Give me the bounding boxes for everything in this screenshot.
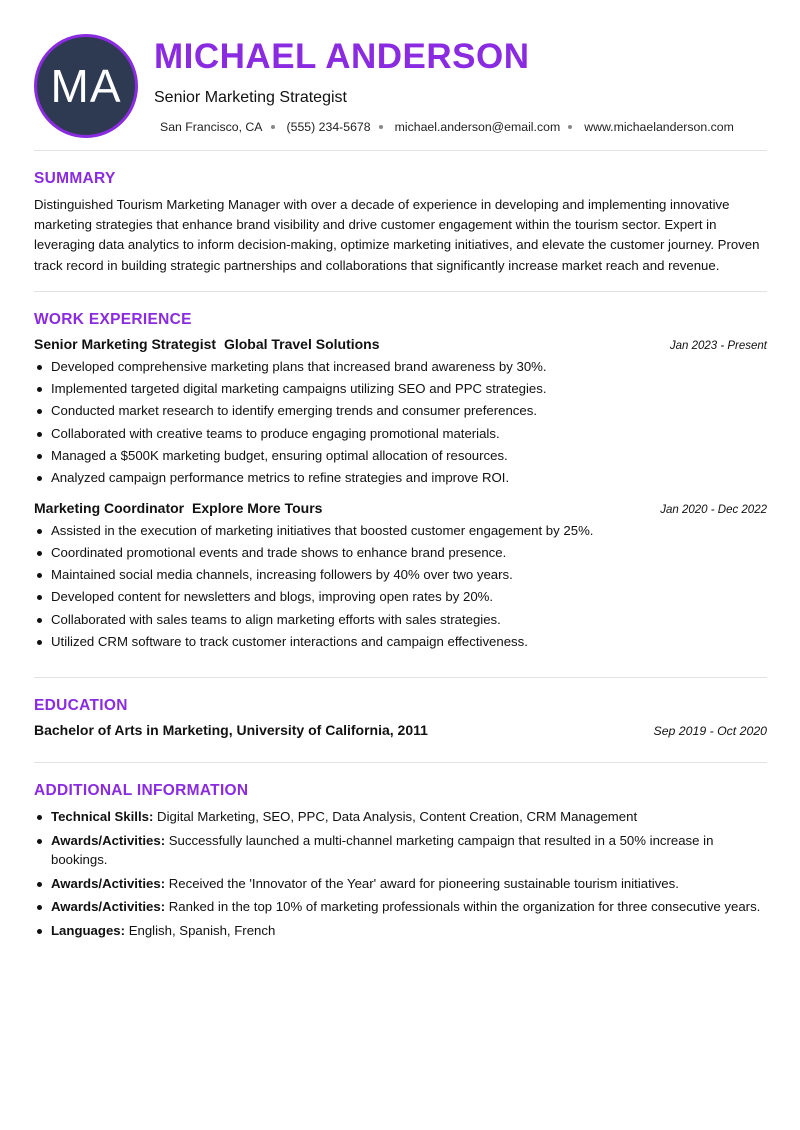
list-item	[34, 897, 767, 917]
additional-section	[34, 782, 767, 940]
list-item: Analyzed campaign performance metrics to refine strategies and improve ROI.	[34, 467, 767, 489]
list-item	[34, 921, 767, 941]
separator-dot-icon	[379, 125, 383, 129]
list-item: Collaborated with sales teams to align marketing efforts with sales strategies.	[34, 609, 767, 631]
summary-section	[34, 170, 767, 276]
job-dates: Jan 2023 - Present	[669, 339, 767, 352]
contact-location: San Francisco, CA	[160, 120, 263, 134]
job-bullets	[34, 520, 767, 654]
job-header	[34, 336, 767, 352]
list-item: Managed a $500K marketing budget, ensuring optimal allocation of resources.	[34, 445, 767, 467]
list-item: Conducted market research to identify emerging trends and consumer preferences.	[34, 400, 767, 422]
avatar	[34, 34, 138, 138]
list-item: Assisted in the execution of marketing initiatives that boosted customer engagement by 25%.	[34, 520, 767, 542]
item-text: Digital Marketing, SEO, PPC, Data Analysis, Content Creation, CRM Management	[157, 809, 638, 825]
list-item: Implemented targeted digital marketing campaigns utilizing SEO and PPC strategies.	[34, 378, 767, 400]
job-dates: Jan 2020 - Dec 2022	[660, 503, 767, 516]
list-item: Maintained social media channels, increasing followers by 40% over two years.	[34, 564, 767, 586]
item-label: Languages:	[51, 922, 126, 938]
item-text: English, Spanish, French	[128, 922, 276, 938]
contact-email[interactable]: michael.anderson@email.com	[394, 120, 561, 134]
list-item: Developed comprehensive marketing plans that increased brand awareness by 30%.	[34, 356, 767, 378]
experience-heading: WORK EXPERIENCE	[34, 310, 192, 328]
additional-heading: ADDITIONAL INFORMATION	[34, 782, 249, 800]
contact-line	[160, 120, 734, 134]
item-label: Technical Skills:	[51, 809, 154, 825]
list-item: Utilized CRM software to track customer interactions and campaign effectiveness.	[34, 631, 767, 653]
section-divider	[34, 291, 767, 292]
list-item	[34, 874, 767, 894]
separator-dot-icon	[568, 125, 572, 129]
item-text: Successfully launched a multi-channel marketing campaign that resulted in a 50% increase in bookings.	[51, 832, 714, 868]
education-entry	[34, 722, 767, 738]
job-company: Global Travel Solutions	[223, 335, 380, 352]
item-label: Awards/Activities:	[51, 875, 166, 891]
list-item: Coordinated promotional events and trade shows to enhance brand presence.	[34, 542, 767, 564]
job-role: Marketing Coordinator	[34, 499, 185, 516]
job-entry	[34, 336, 767, 490]
summary-text: Distinguished Tourism Marketing Manager with over a decade of experience in developing and implementing innovative marketing strategies that enhance brand visibility and drive customer engagement within the tourism sector. Expert in leveraging data analytics to inform decision-making, optimize marketing initiatives, and elevate the customer journey. Proven track record in building strategic partnerships and collaborations that significantly increase market reach and revenue.	[34, 197, 760, 273]
resume-page	[34, 34, 767, 944]
item-label: Awards/Activities:	[51, 832, 166, 848]
job-company: Explore More Tours	[192, 499, 323, 516]
list-item: Developed content for newsletters and blogs, improving open rates by 20%.	[34, 586, 767, 608]
item-text: Received the 'Innovator of the Year' award for pioneering sustainable tourism initiatives.	[168, 875, 679, 891]
item-label: Awards/Activities:	[51, 899, 166, 915]
job-title	[34, 336, 380, 352]
experience-section	[34, 311, 767, 678]
contact-website[interactable]: www.michaelanderson.com	[584, 120, 734, 134]
job-entry	[34, 500, 767, 654]
job-header	[34, 500, 767, 516]
section-divider	[34, 677, 767, 678]
contact-phone: (555) 234-5678	[286, 120, 371, 134]
item-text: Ranked in the top 10% of marketing professionals within the organization for three consecutive years.	[168, 899, 761, 915]
job-role: Senior Marketing Strategist	[34, 335, 217, 352]
summary-heading: SUMMARY	[34, 170, 116, 187]
list-item	[34, 807, 767, 827]
education-degree: Bachelor of Arts in Marketing, University of California, 2011	[34, 722, 428, 739]
separator-dot-icon	[271, 125, 275, 129]
section-divider	[34, 150, 767, 151]
education-section	[34, 697, 767, 738]
candidate-name: MICHAEL ANDERSON	[154, 37, 530, 76]
avatar-initials: MA	[50, 60, 122, 112]
job-title	[34, 500, 322, 516]
additional-list	[34, 807, 767, 940]
education-dates: Sep 2019 - Oct 2020	[653, 724, 767, 739]
candidate-title: Senior Marketing Strategist	[154, 89, 347, 106]
section-divider	[34, 762, 767, 763]
list-item: Collaborated with creative teams to produce engaging promotional materials.	[34, 423, 767, 445]
job-bullets	[34, 356, 767, 490]
resume-header	[34, 34, 767, 137]
list-item	[34, 831, 767, 870]
education-heading: EDUCATION	[34, 697, 128, 715]
